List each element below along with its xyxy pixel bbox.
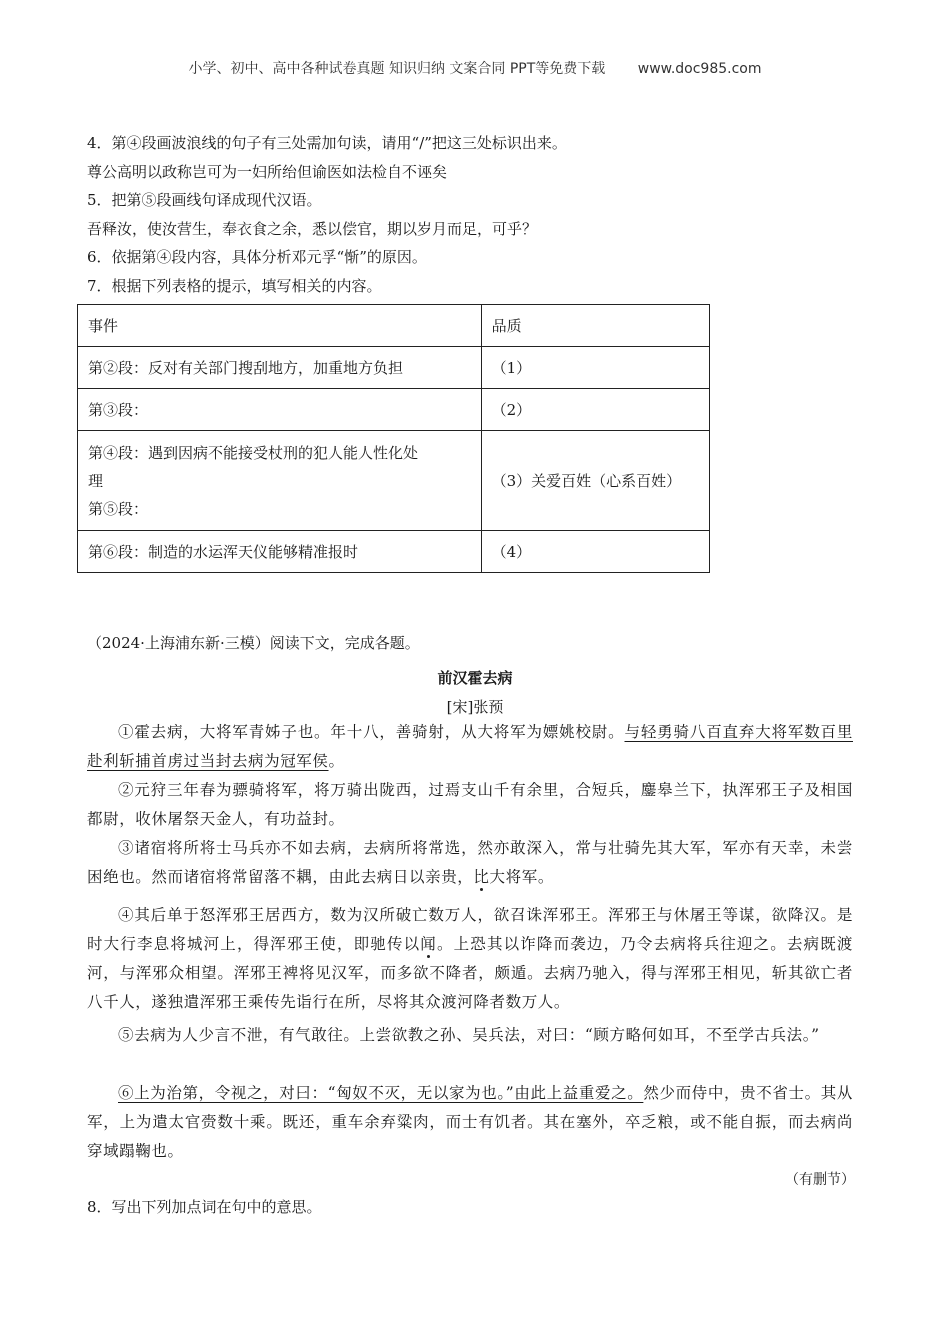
table-row (78, 431, 710, 531)
paragraph-4-text: ④其后单于怒浑邪王居西方，数为汉所破亡数万人，欲召诛浑邪王。浑邪王与休屠王等谋，欲降汉。是时大行李息将城河上，得浑邪王使，即驰传以 (87, 906, 853, 953)
passage-title: 前汉霍去病 (437, 669, 513, 687)
question-6: 6．依据第④段内容，具体分析邓元孚“惭”的原因。 (87, 248, 427, 266)
answer-table (77, 304, 710, 573)
question-5: 5．把第⑤段画线句译成现代汉语。 (87, 191, 322, 209)
table-cell-event: 第⑥段：制造的水运浑天仪能够精准报时 (78, 531, 482, 573)
paragraph-4 (87, 901, 853, 1017)
table-header-event: 事件 (78, 305, 482, 347)
question-4-text: 尊公高明以政称岂可为一妇所绐但谕医如法检自不诬矣 (87, 163, 448, 181)
table-cell-quality: （4） (481, 531, 709, 573)
paragraph-1-text: ①霍去病，大将军青姊子也。年十八，善骑射，从大将军为嫖姚校尉。 (118, 723, 625, 741)
header-site-link[interactable]: www.doc985.com (637, 61, 762, 77)
table-cell-event: 第③段： (78, 389, 482, 431)
paragraph-1-end: 。 (328, 752, 345, 770)
table-header-quality: 品质 (481, 305, 709, 347)
question-5-text: 吾释汝，使汝营生，奉衣食之余，悉以偿官，期以岁月而足，可乎？ (87, 220, 538, 238)
table-header-row (78, 305, 710, 347)
paragraph-6 (87, 1079, 853, 1166)
paragraph-3-end: 大将军。 (489, 868, 554, 886)
question-7: 7．根据下列表格的提示，填写相关的内容。 (87, 277, 382, 295)
underlined-sentence: 与轻勇骑八百直弃大将军数百里赴利斩捕首虏过当封去病为冠军侯 (87, 723, 853, 770)
abridged-note: （有删节） (785, 1172, 855, 1188)
table-cell-event (78, 431, 482, 531)
table-cell-line: 第⑤段： (88, 499, 149, 518)
paragraph-2: ②元狩三年春为骠骑将军，将万骑出陇西，过焉支山千有余里，合短兵，鏖皋兰下，执浑邪王子及相国都尉，收休屠祭天金人，有功益封。 (87, 781, 853, 828)
header-text: 小学、初中、高中各种试卷真题 知识归纳 文案合同 PPT等免费下载 (188, 61, 606, 77)
paragraph-5: ⑤去病为人少言不泄，有气敢往。上尝欲教之孙、吴兵法，对曰：“顾方略何如耳，不至学古兵法。” (118, 1026, 820, 1044)
underlined-sentence: ⑥上为治第，令视之，对曰：“匈奴不灭，无以家为也。”由此上益重爱之。 (118, 1084, 644, 1102)
table-row (78, 389, 710, 431)
table-cell-quality: （2） (481, 389, 709, 431)
question-4: 4．第④段画波浪线的句子有三处需加句读，请用“/”把这三处标识出来。 (87, 134, 567, 152)
passage-intro: （2024·上海浦东新·三模）阅读下文，完成各题。 (87, 634, 420, 652)
dotted-word-wen: 闻 (420, 935, 437, 953)
paragraph-3 (87, 834, 853, 892)
table-cell-quality: （3）关爱百姓（心系百姓） (481, 431, 709, 531)
paragraph-4-end: 。上恐其以诈降而袭边，乃令去病将兵往迎之。去病既渡河，与浑邪众相望。浑邪王裨将见汉军，而多欲不降者，颇遁。去病乃驰入，得与浑邪王相见，斩其欲亡者八千人，遂独遣浑邪王乘传先诣行在所，尽将其众渡河降者数万人。 (87, 935, 853, 1011)
table-cell-quality: （1） (481, 347, 709, 389)
table-cell-event: 第②段：反对有关部门搜刮地方，加重地方负担 (78, 347, 482, 389)
table-row (78, 531, 710, 573)
table-cell-line: 理 (88, 471, 104, 490)
table-row (78, 347, 710, 389)
dotted-word-bi: 比 (473, 868, 490, 886)
paragraph-6-text: 然少而侍中，贵不省士。其从军，上为遣太官赍数十乘。既还，重车余弃粱肉，而士有饥者。其在塞外，卒乏粮，或不能自振，而去病尚穿域蹋鞠也。 (87, 1084, 853, 1160)
passage-author: [宋]张预 (446, 698, 504, 716)
paragraph-1 (87, 718, 853, 776)
table-cell-line: 第④段：遇到因病不能接受杖刑的犯人能人性化处 (88, 443, 419, 462)
paragraph-3-text: ③诸宿将所将士马兵亦不如去病，去病所将常选，然亦敢深入，常与壮骑先其大军，军亦有天幸，未尝困绝也。然而诸宿将常留落不耦，由此去病日以亲贵， (87, 839, 853, 886)
question-8: 8．写出下列加点词在句中的意思。 (87, 1198, 322, 1216)
page-header (0, 58, 950, 78)
